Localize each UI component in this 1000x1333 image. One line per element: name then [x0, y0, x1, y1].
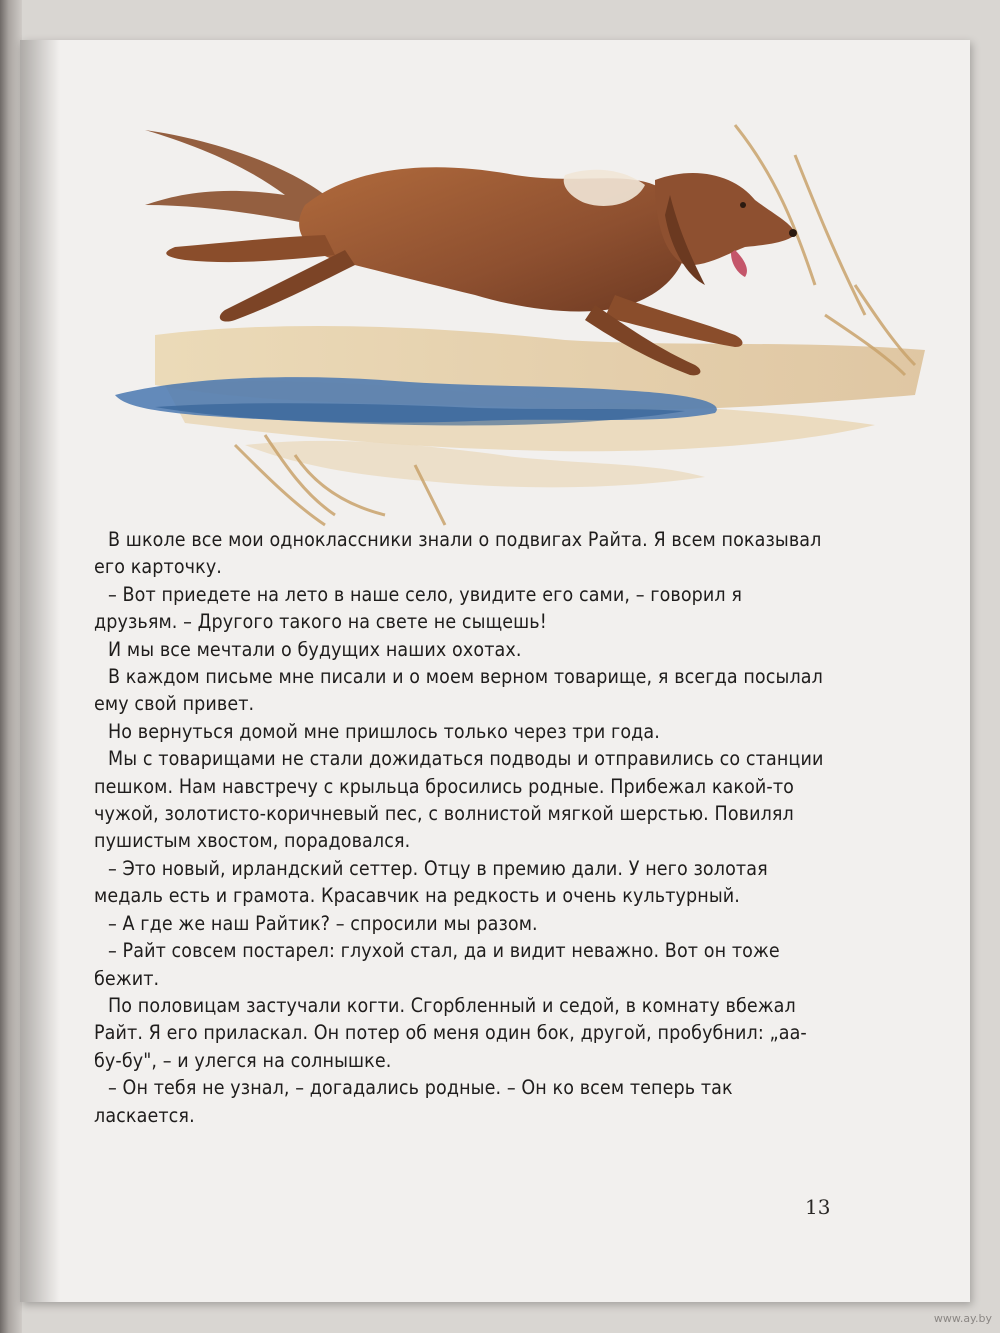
paragraph: – А где же наш Райтик? – спросили мы разом.	[108, 911, 538, 935]
paragraph: По половицам застучали когти. Сгорбленный и седой, в комнату вбежал Райт. Я его приласкал. Он потер об меня один бок, другой, пробубнил: „аа-бу-бу", – и улегся на солнышке.	[94, 993, 807, 1072]
paragraph: – Райт совсем постарел: глухой стал, да и видит неважно. Вот он тоже бежит.	[94, 939, 780, 990]
watermark: www.ay.by	[933, 1312, 992, 1325]
paragraph: И мы все мечтали о будущих наших охотах.	[108, 637, 522, 661]
story-text	[94, 526, 831, 1129]
paragraph: – Вот приедете на лето в наше село, увидите его сами, – говорил я друзьям. – Другого такого на свете не сыщешь!	[94, 582, 743, 634]
paragraph: – Он тебя не узнал, – догадались родные. – Он ко всем теперь так ласкается.	[94, 1076, 733, 1127]
illustration-running-dog	[95, 85, 935, 535]
paragraph: В каждом письме мне писали и о моем верном товарище, я всегда посылал ему свой привет.	[94, 665, 823, 716]
paragraph: – Это новый, ирландский сеттер. Отцу в премию дали. У него золотая медаль есть и грамота. Красавчик на редкость и очень культурный.	[94, 856, 768, 908]
paragraph: Но вернуться домой мне пришлось только через три года.	[108, 719, 660, 743]
page-gutter-shadow	[20, 40, 60, 1302]
paragraph: В школе все мои одноклассники знали о подвигах Райта. Я всем показывал его карточку.	[94, 528, 822, 579]
adjacent-page-edge	[0, 0, 22, 1333]
paragraph: Мы с товарищами не стали дожидаться подводы и отправились со станции пешком. Нам навстречу с крыльца бросились родные. Прибежал какой-то чужой, золотисто-коричневый пес, с волнистой мягкой шерстью. Повилял пушистым хвостом, порадовался.	[94, 747, 824, 853]
page-number: 13	[805, 1195, 831, 1219]
